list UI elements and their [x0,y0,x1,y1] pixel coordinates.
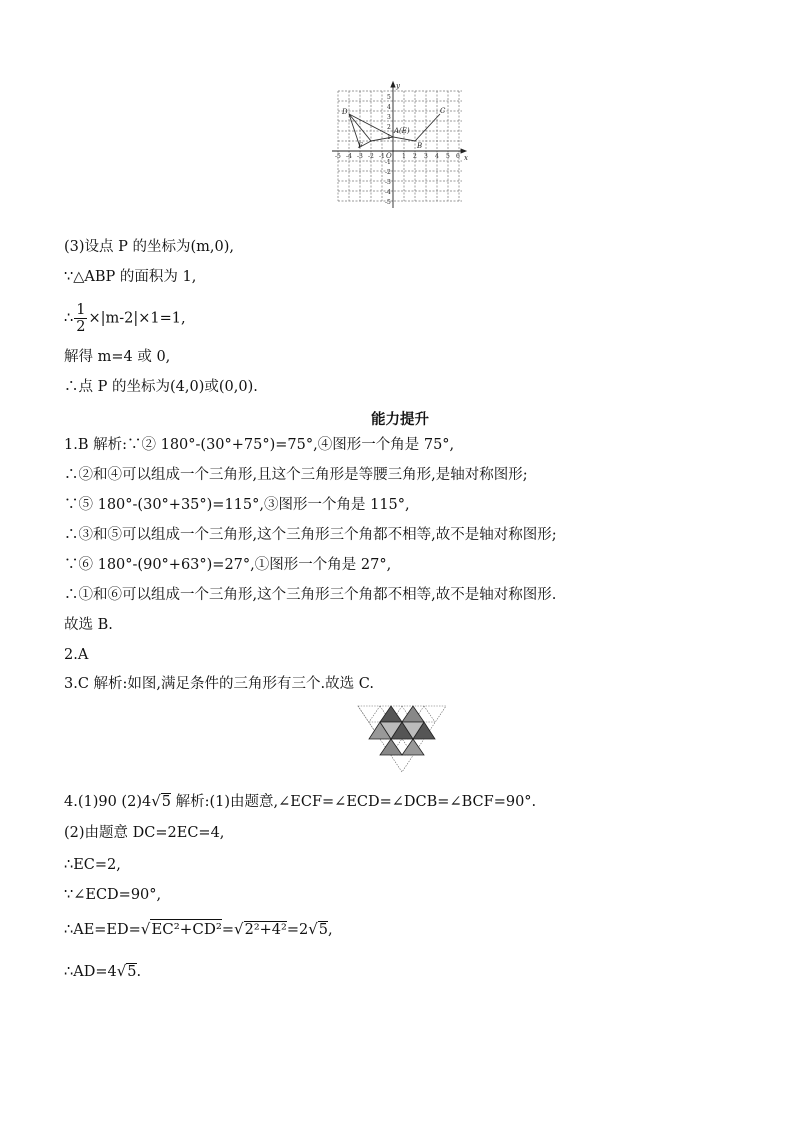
x-tick: 2 [413,153,417,160]
q4-line2: (2)由题意 DC=2EC=4, [64,825,225,841]
y-tick: -4 [385,189,391,196]
q3-line: 3.C 解析:如图,满足条件的三角形有三个.故选 C. [64,676,374,692]
therefore-symbol: ∴ [64,310,74,327]
q1-line7: 故选 B. [64,617,113,633]
q4-line4: ∵∠ECD=90°, [64,887,162,903]
q4-line6: ∴AD=4√5. [64,962,142,980]
triangle-grid-figure [354,702,450,774]
part3-line5: ∴点 P 的坐标为(4,0)或(0,0). [64,379,258,395]
x-tick: 4 [435,153,439,160]
fraction-half: $\frac{1}{2}$ [76,302,86,335]
x-tick: -1 [379,153,385,160]
part3-line3 [64,302,186,335]
x-tick: 1 [402,153,406,160]
q1-line5: ∵⑥ 180°-(90°+63°)=27°,①图形一个角是 27°, [64,557,392,573]
point-E-label: A(E) [394,127,410,135]
point-F-label: F [358,142,363,150]
x-tick: 6 [456,153,460,160]
q1-line3: ∵⑤ 180°-(30°+35°)=115°,③图形一个角是 115°, [64,497,410,513]
sqrt-five: 5 [127,964,137,980]
sqrt-two-four: 2²+4² [244,922,287,938]
x-tick: 3 [424,153,428,160]
part3-line4: 解得 m=4 或 0, [64,349,171,365]
y-tick: -1 [385,159,391,166]
y-axis-label: y [396,82,400,90]
part3-line1: (3)设点 P 的坐标为(m,0), [64,239,235,255]
x-tick: -4 [346,153,352,160]
q4-line3: ∴EC=2, [64,857,121,873]
y-tick: 3 [387,114,391,121]
origin-label: O [386,152,392,160]
y-tick: 4 [387,104,391,111]
q2-answer: 2.A [64,647,89,663]
x-tick: 5 [446,153,450,160]
point-C-label: C [440,107,446,115]
y-tick: 1 [387,134,391,141]
sqrt-five: 5 [318,922,329,938]
coordinate-graph [330,80,470,210]
point-B-label: B [417,142,423,150]
q4-line1: 4.(1)90 (2)4√5 解析:(1)由题意,∠ECF=∠ECD=∠DCB=∠BCF=90°. [64,792,537,810]
y-tick: 5 [387,94,391,101]
y-tick: -5 [385,199,391,206]
q4-line5: ∴AE=ED=√EC²+CD²=√2²+4²=2√5, [64,920,333,938]
point-D-label: D [342,108,348,116]
sqrt-ec-cd: EC²+CD² [151,920,222,938]
q1-line1: 1.B 解析:∵② 180°-(30°+75°)=75°,④图形一个角是 75°, [64,437,455,453]
x-axis-label: x [464,154,468,162]
y-tick: -3 [385,179,391,186]
y-tick: 2 [387,124,391,131]
section-title: 能力提升 [371,412,429,428]
y-tick: -2 [385,169,391,176]
q1-line6: ∴①和⑥可以组成一个三角形,这个三角形三个角都不相等,故不是轴对称图形. [64,587,557,603]
q1-line4: ∴③和⑤可以组成一个三角形,这个三角形三个角都不相等,故不是轴对称图形; [64,527,557,543]
x-tick: -5 [335,153,341,160]
q1-line2: ∴②和④可以组成一个三角形,且这个三角形是等腰三角形,是轴对称图形; [64,467,528,483]
x-tick: -3 [357,153,363,160]
sqrt-five: 5 [161,794,171,810]
part3-line2: ∵△ABP 的面积为 1, [64,269,197,285]
area-equation: ×|m-2|×1=1, [88,310,186,327]
x-tick: -2 [368,153,374,160]
